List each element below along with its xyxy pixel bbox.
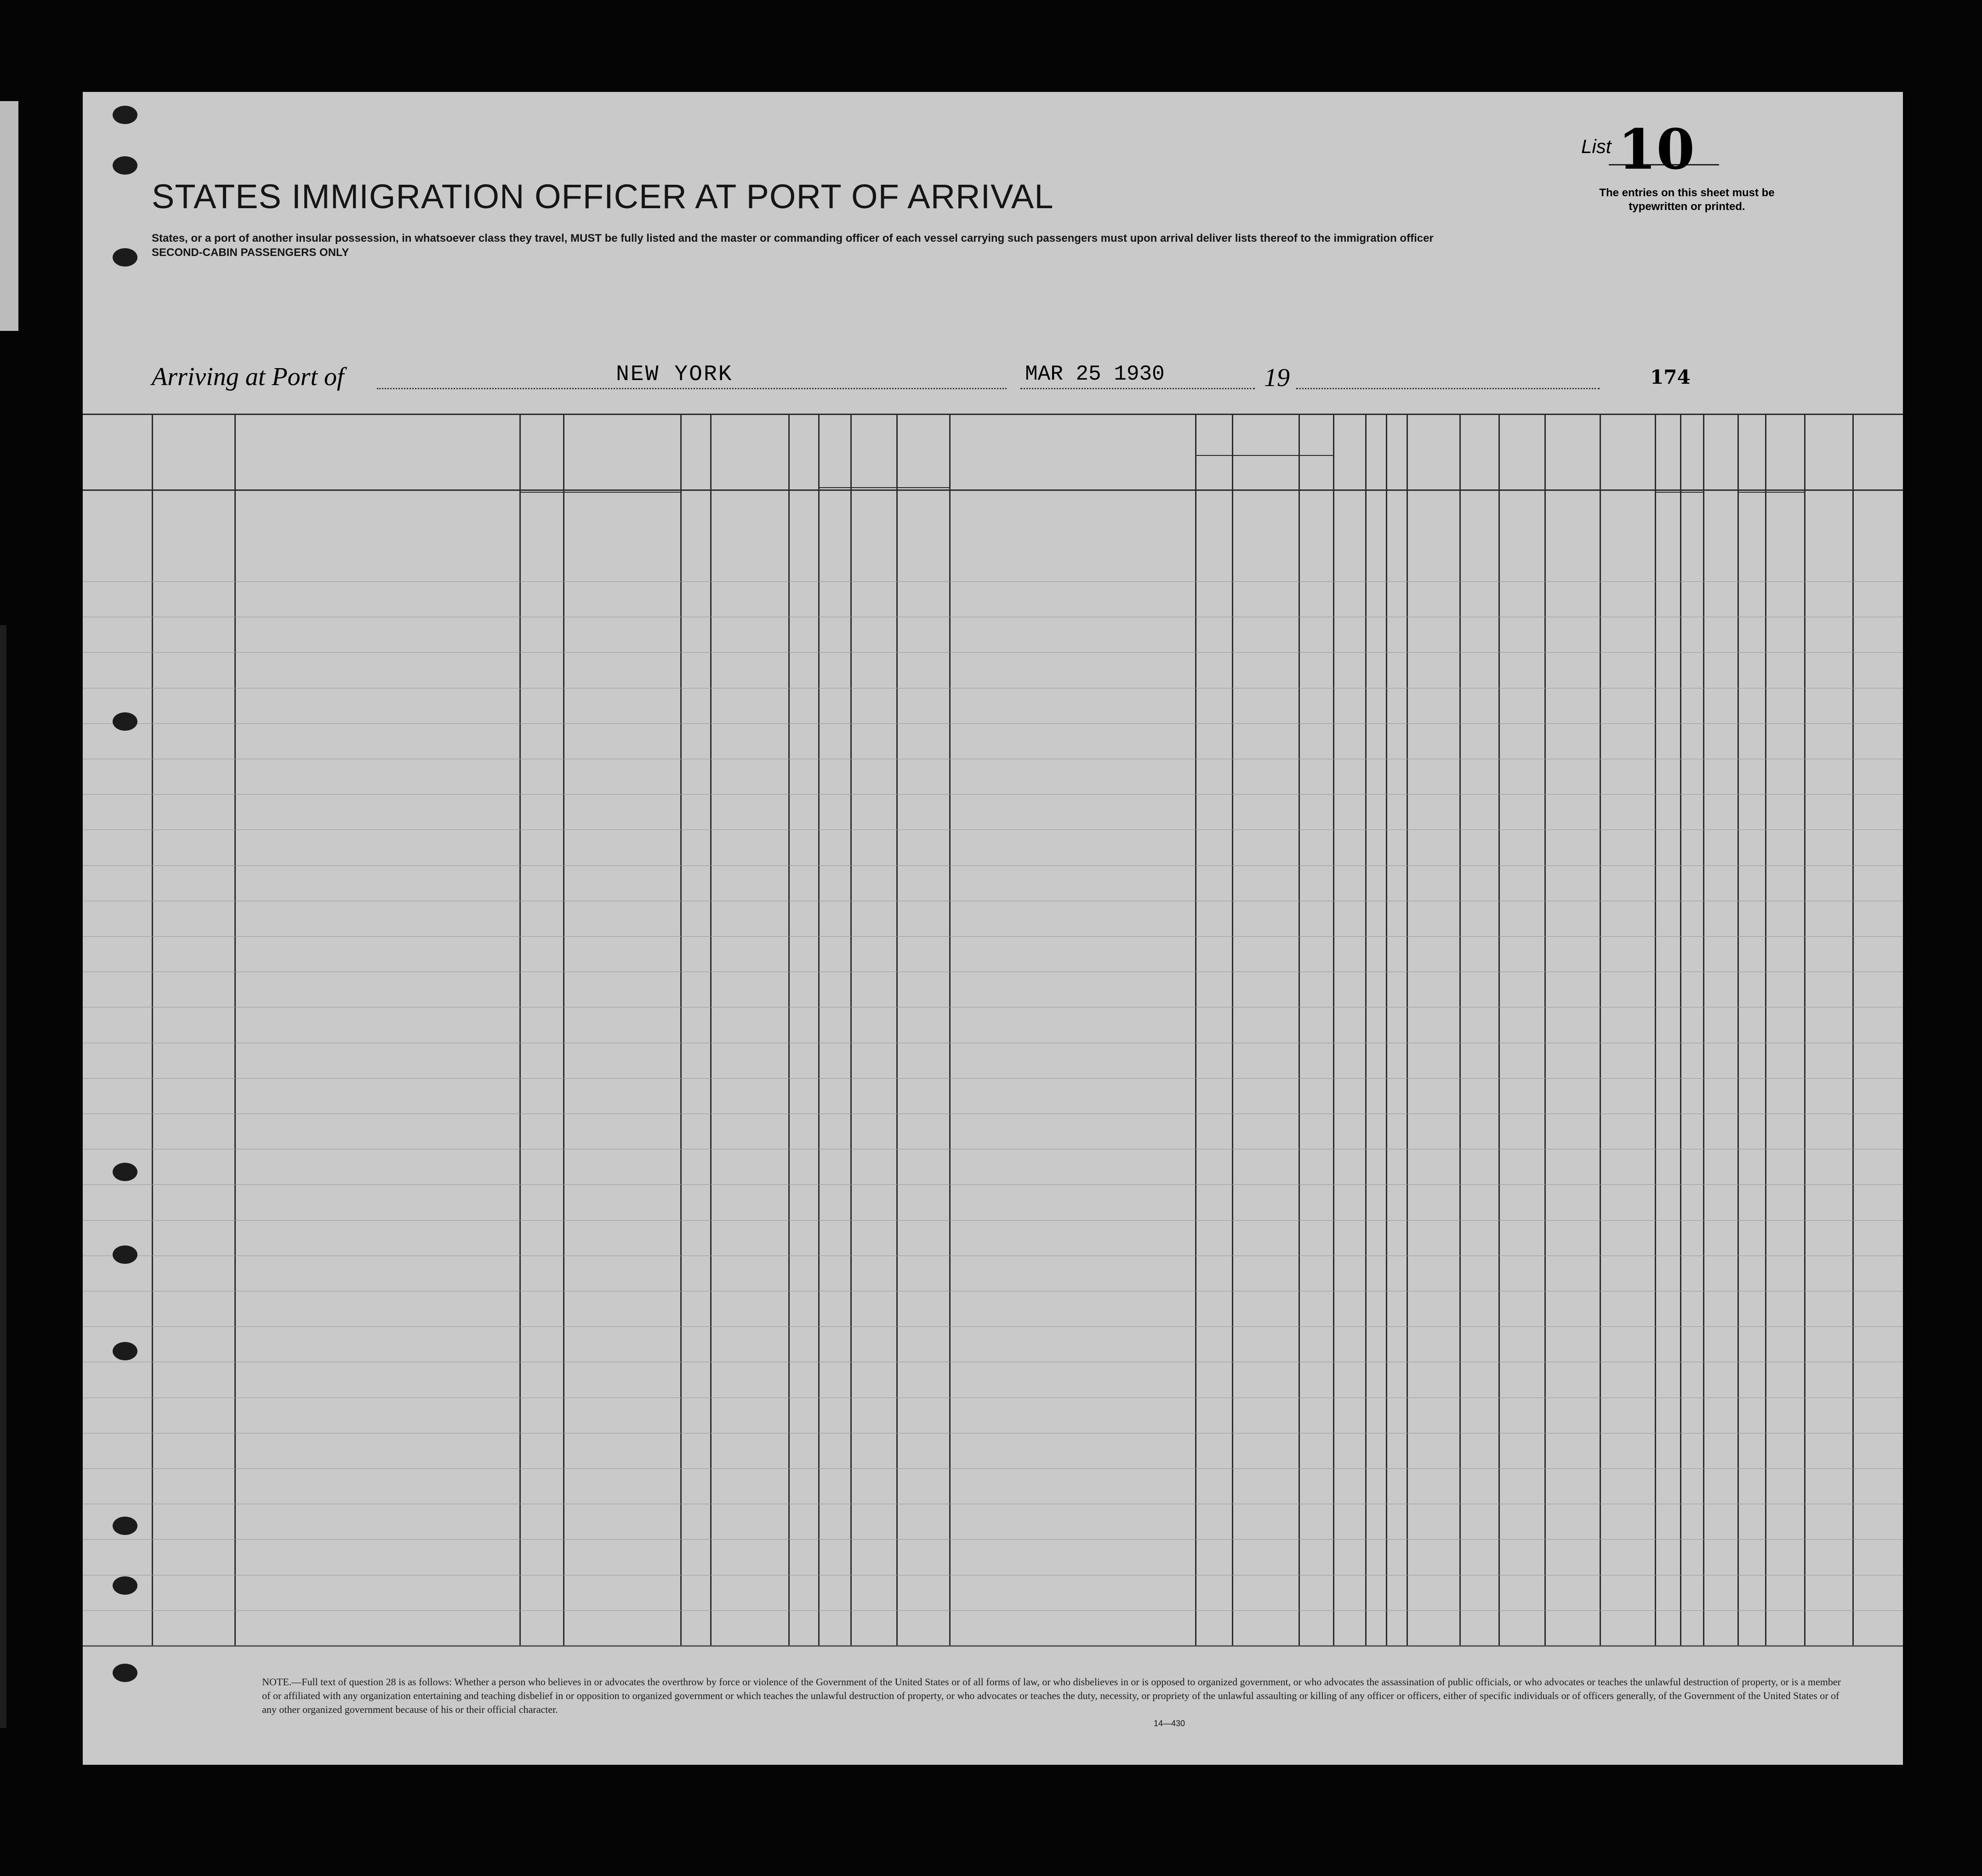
column-header <box>1388 455 1405 574</box>
row-rule <box>83 1539 1903 1540</box>
column-rule <box>1680 414 1681 1645</box>
binder-hole <box>113 106 137 124</box>
port-dotted-line <box>377 388 1007 389</box>
form-code: 14—430 <box>1154 1719 1185 1728</box>
footnote: NOTE.—Full text of question 28 is as follows: Whether a person who believes in or advocates the overthrow by force or violence of the Government of the United States or of all forms of law, or who disbelieves in or is opposed to organized government, or who advocates the assassination of public officials, or who advocates or teaches the unlawful destruction of property, or is a member of or affiliated with any organization entertaining and teaching disbelief in or opposition to organized government or which teaches the unlawful destruction of property, or who advocates or teaches the duty, necessity, or propriety of the unlawful assaulting or killing of any officer or officers, either of specific individuals or of officers generally, of the Government of the United States or of any other organized government because of his or their official character. <box>262 1676 1841 1715</box>
typewritten-notice: The entries on this sheet must be typewritten or printed. <box>1599 187 1775 213</box>
column-header <box>1197 464 1230 574</box>
column-rule <box>710 414 712 1645</box>
column-rule <box>234 414 236 1645</box>
column-header <box>1234 464 1297 574</box>
column-rule <box>1232 414 1233 1645</box>
header-bottom-rule <box>83 489 1903 491</box>
column-header <box>1367 455 1384 574</box>
column-rule <box>818 414 820 1645</box>
binder-hole <box>113 1245 137 1264</box>
row-rule <box>83 794 1903 795</box>
instructions-text: States, or a port of another insular possession, in whatsoever class they travel, MUST be fully listed and the master or commanding officer of each vessel carrying such passengers must upon arrival deliver lists thereof to the immigration officer <box>152 232 1434 244</box>
column-rule <box>896 414 898 1645</box>
column-header <box>1682 533 1701 570</box>
column-rule <box>1407 414 1408 1645</box>
column-rule <box>1703 414 1704 1645</box>
column-rule <box>1852 414 1854 1645</box>
column-rule <box>152 414 153 1645</box>
binder-hole <box>113 156 137 175</box>
column-rule <box>1804 414 1805 1645</box>
arriving-label: Arriving at Port of <box>152 363 344 391</box>
column-rule <box>1386 414 1387 1645</box>
column-rule <box>1459 414 1461 1645</box>
sub-rule <box>818 487 949 488</box>
sub-rule <box>1737 492 1804 493</box>
row-rule <box>83 1220 1903 1221</box>
row-rule <box>83 652 1903 653</box>
row-rule <box>83 1326 1903 1327</box>
row-rule <box>83 581 1903 582</box>
port-of-arrival: NEW YORK <box>616 362 733 387</box>
binder-hole <box>113 1664 137 1682</box>
year-prefix: 19 <box>1264 364 1290 392</box>
binder-hole <box>113 248 137 267</box>
column-rule <box>1299 414 1300 1645</box>
column-header <box>1335 455 1363 574</box>
column-header <box>1300 464 1331 574</box>
column-header <box>1500 455 1543 574</box>
passenger-class: SECOND-CABIN PASSENGERS ONLY <box>152 246 349 259</box>
sub-rule <box>519 492 680 493</box>
column-rule <box>850 414 852 1645</box>
sheet-number: 174 <box>1650 366 1691 388</box>
binder-hole <box>113 712 137 731</box>
year-dotted-line <box>1296 388 1600 389</box>
column-rule <box>1765 414 1766 1645</box>
row-rule <box>83 865 1903 866</box>
page-title: STATES IMMIGRATION OFFICER AT PORT OF ARRIVAL <box>152 177 1054 216</box>
column-rule <box>788 414 790 1645</box>
column-rule <box>1365 414 1367 1645</box>
scan-shadow <box>0 101 18 331</box>
date-dotted-line <box>1020 388 1255 389</box>
scan-shadow-lower <box>0 625 6 1728</box>
row-rule <box>83 1610 1903 1611</box>
column-rule <box>1195 414 1196 1645</box>
table-top-rule <box>83 414 1903 415</box>
column-rule <box>1655 414 1656 1645</box>
column-rule <box>1737 414 1739 1645</box>
row-rule <box>83 1184 1903 1185</box>
row-rule <box>83 936 1903 937</box>
row-rule <box>83 1078 1903 1079</box>
column-header <box>1408 455 1458 574</box>
row-rule <box>83 1468 1903 1469</box>
column-header <box>1657 533 1678 561</box>
arrival-line <box>152 362 1691 399</box>
column-rule <box>1600 414 1601 1645</box>
column-rule <box>1544 414 1546 1645</box>
binder-hole <box>113 1163 137 1181</box>
column-rule <box>949 414 951 1645</box>
manifest-sheet <box>83 92 1903 1765</box>
column-header <box>1461 455 1497 574</box>
column-header <box>682 446 708 561</box>
column-rule <box>563 414 564 1645</box>
sub-rule <box>1655 492 1703 493</box>
column-rule <box>1498 414 1500 1645</box>
column-header <box>790 446 816 561</box>
column-rule <box>1333 414 1334 1645</box>
binder-hole <box>113 1342 137 1360</box>
list-label: List <box>1581 136 1612 157</box>
list-number: 10 <box>1618 117 1695 182</box>
arrival-date-stamp: MAR 25 1930 <box>1025 362 1165 386</box>
binder-hole <box>113 1576 137 1595</box>
column-rule <box>519 414 521 1645</box>
column-rule <box>680 414 682 1645</box>
row-rule <box>83 723 1903 724</box>
binder-hole <box>113 1517 137 1535</box>
sub-rule <box>1195 455 1333 456</box>
